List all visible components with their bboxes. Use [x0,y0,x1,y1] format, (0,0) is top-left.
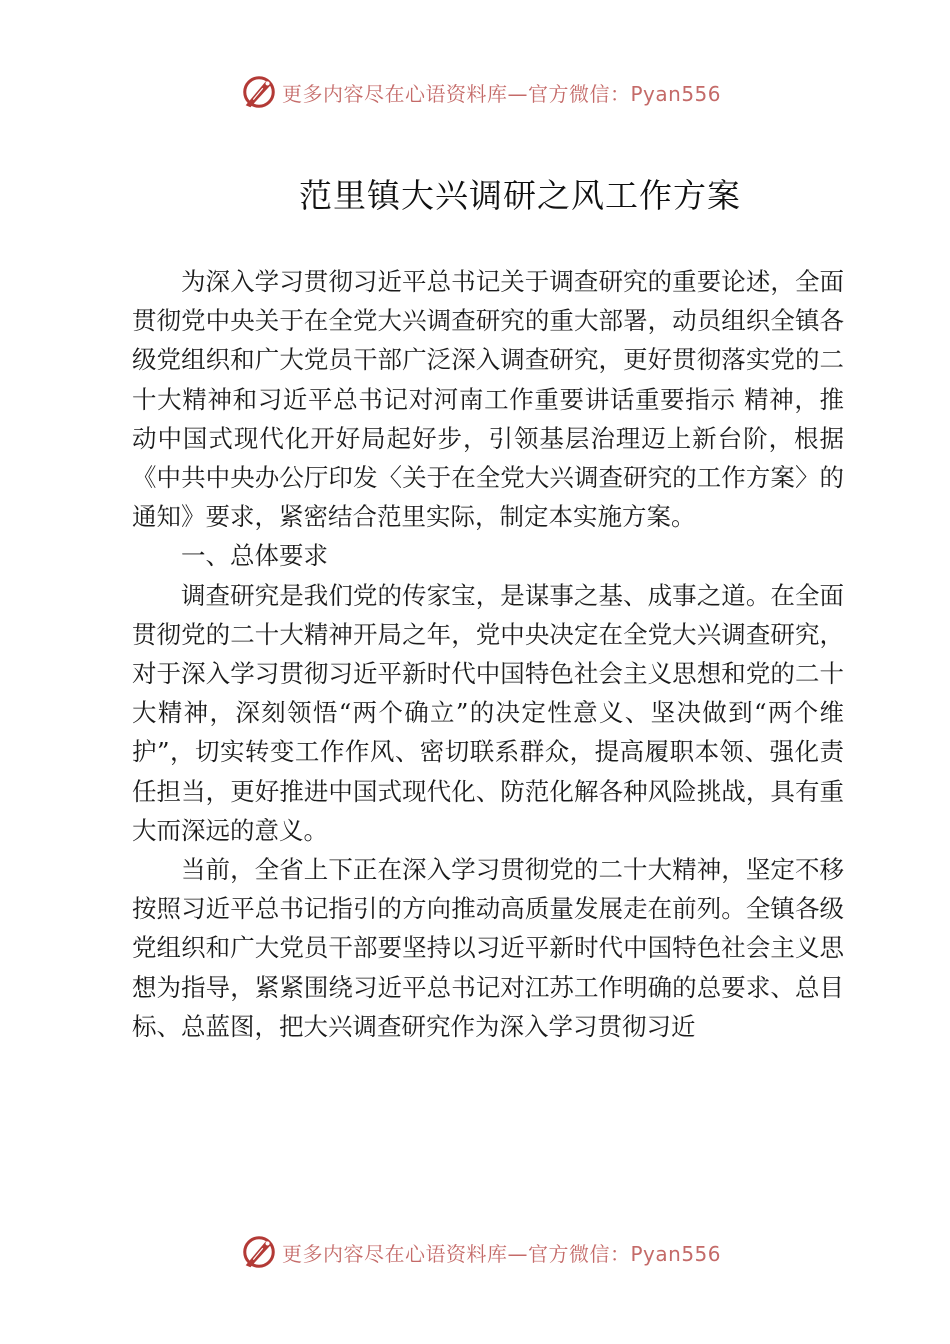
footer-watermark [240,1232,760,1272]
header-watermark [240,72,760,112]
paragraph-significance: 调查研究是我们党的传家宝，是谋事之基、成事之道。在全面贯彻党的二十大精神开局之年，党中央决定在全党大兴调查研究，对于深入学习贯彻习近平新时代中国特色社会主义思想和党的二十大精神，深刻领悟“两个确立”的决定性意义、坚决做到“两个维护”，切实转变工作作风、密切联系群众，提高履职本领、强化责任担当，更好推进中国式现代化、防范化解各种风险挑战，具有重大而深远的意义。 [132,580,844,845]
document-body [132,262,844,1046]
section-heading-overall-requirements: 一、总体要求 [181,541,328,571]
fountain-pen-logo-icon [240,73,278,111]
document-title: 范里镇大兴调研之风工作方案 [299,176,741,215]
paragraph-intro: 为深入学习贯彻习近平总书记关于调查研究的重要论述，全面贯彻党中央关于在全党大兴调查研究的重大部署，动员组织全镇各级党组织和广大党员干部广泛深入调查研究，更好贯彻落实党的二十大精神和习近平总书记对河南工作重要讲话重要指示 精神，推动中国式现代化开好局起好步，引领基层治理迈上新台阶，根据《中共中央办公厅印发〈关于在全党大兴调查研究的工作方案〉的通知》要求，紧密结合范里实际，制定本实施方案。 [132,267,844,532]
watermark-text: 更多内容尽在心语资料库—官方微信：Pyan556 [282,1241,722,1266]
fountain-pen-logo-icon [240,1233,278,1271]
paragraph-current-situation: 当前，全省上下正在深入学习贯彻党的二十大精神，坚定不移按照习近平总书记指引的方向推动高质量发展走在前列。全镇各级党组织和广大党员干部要坚持以习近平新时代中国特色社会主义思想为指导，紧紧围绕习近平总书记对江苏工作明确的总要求、总目标、总蓝图，把大兴调查研究作为深入学习贯彻习近 [132,855,844,1041]
watermark-text: 更多内容尽在心语资料库—官方微信：Pyan556 [282,81,722,106]
